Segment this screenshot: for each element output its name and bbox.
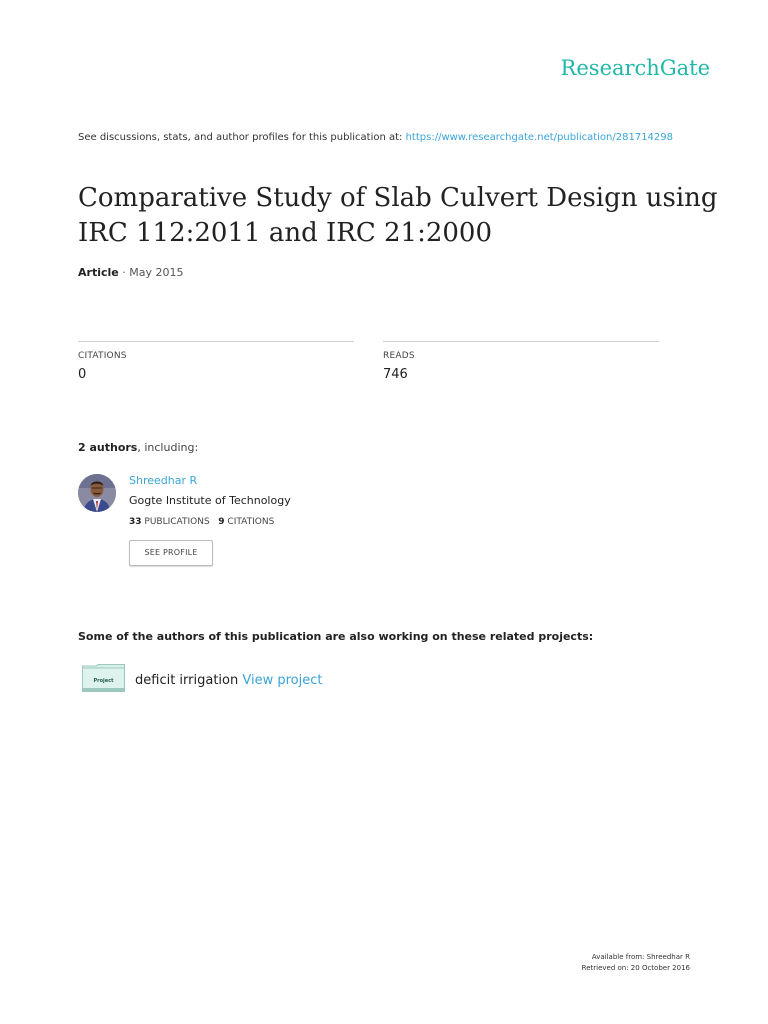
author-stats xyxy=(129,517,274,527)
footer xyxy=(582,952,690,974)
avatar[interactable] xyxy=(78,474,116,512)
project-name: deficit irrigation xyxy=(135,673,239,688)
authors-including: , including: xyxy=(137,441,199,454)
author-citations-count: 9 xyxy=(218,517,225,527)
author-publications-count: 33 xyxy=(129,517,142,527)
projects-heading: Some of the authors of this publication are also working on these related projects: xyxy=(78,630,594,643)
reads-label: READS xyxy=(383,351,415,361)
citations-stat xyxy=(78,341,354,382)
reads-stat xyxy=(383,341,659,382)
publication-url-link[interactable]: https://www.researchgate.net/publication/281714298 xyxy=(405,132,674,143)
authors-count: 2 authors xyxy=(78,441,138,454)
discussions-line xyxy=(78,132,673,143)
project-folder-icon[interactable] xyxy=(82,664,125,692)
publication-title: Comparative Study of Slab Culvert Design using IRC 112:2011 and IRC 21:2000 xyxy=(78,183,718,249)
see-profile-button[interactable]: SEE PROFILE xyxy=(129,540,213,566)
folder-label: Project xyxy=(93,678,114,684)
reads-value: 746 xyxy=(383,367,408,382)
author-institution: Gogte Institute of Technology xyxy=(129,494,291,507)
publication-date: · May 2015 xyxy=(122,266,184,279)
researchgate-logo[interactable]: ResearchGate xyxy=(560,56,710,80)
author-photo-icon xyxy=(78,474,116,512)
publication-meta xyxy=(78,266,183,279)
citations-label: CITATIONS xyxy=(78,351,127,361)
folder-icon xyxy=(82,664,125,692)
authors-heading xyxy=(78,441,198,454)
view-project-link[interactable]: View project xyxy=(242,673,323,688)
publication-type: Article xyxy=(78,266,119,279)
author-citations-label: CITATIONS xyxy=(227,517,275,527)
project-item xyxy=(135,673,322,688)
retrieved-on: Retrieved on: 20 October 2016 xyxy=(581,964,690,972)
discussions-text: See discussions, stats, and author profiles for this publication at: xyxy=(78,132,403,143)
citations-value: 0 xyxy=(78,367,87,382)
available-from: Available from: Shreedhar R xyxy=(591,953,690,961)
author-name-link[interactable]: Shreedhar R xyxy=(129,474,198,487)
author-publications-label: PUBLICATIONS xyxy=(144,517,210,527)
